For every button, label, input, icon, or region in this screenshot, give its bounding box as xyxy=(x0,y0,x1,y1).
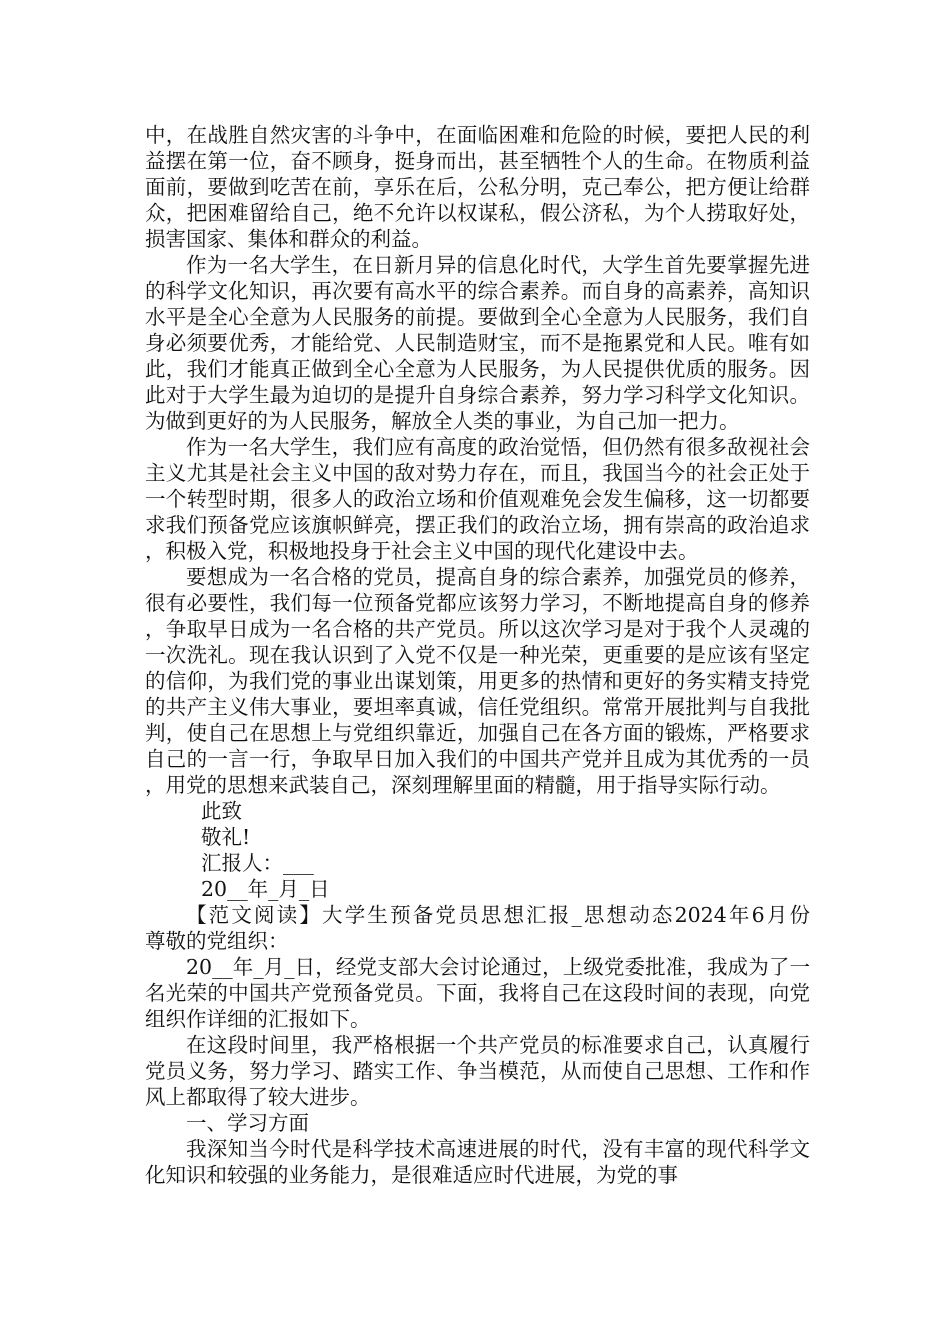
paragraph-1: 中，在战胜自然灾害的斗争中，在面临困难和危险的时候，要把人民的利益摆在第一位，奋不顾身，挺身而出，甚至牺牲个人的生命。在物质利益面前，要做到吃苦在前，享乐在后，公私分明，克己奉公，把方便让给群众，把困难留给自己，绝不允许以权谋私，假公济私，为个人捞取好处，损害国家、集体和群众的利益。 xyxy=(145,123,810,251)
document-body xyxy=(145,122,851,1188)
paragraph-4: 要想成为一名合格的党员，提高自身的综合素养，加强党员的修养，很有必要性，我们每一位预备党都应该努力学习，不断地提高自身的修养，争取早日成为一名合格的共产党员。所以这次学习是对于我个人灵魂的一次洗礼。现在我认识到了入党不仅是一种光荣，更重要的是应该有坚定的信仰，为我们党的事业出谋划策，用更多的热情和更好的务实精支持党的共产主义伟大事业，要坦率真诚，信任党组织。常常开展批判与自我批判，使自己在思想上与党组织靠近，加强自己在各方面的锻炼，严格要求自己的一言一行，争取早日加入我们的中国共产党并且成为其优秀的一员，用党的思想来武装自己，深刻理解里面的精髓，用于指导实际行动。 xyxy=(145,565,810,797)
paragraph-2: 作为一名大学生，在日新月异的信息化时代，大学生首先要掌握先进的科学文化知识，再次要有高水平的综合素养。而自身的高素养，高知识水平是全心全意为人民服务的前提。要做到全心全意为人民服务，我们自身必须要优秀，才能给党、人民制造财宝，而不是拖累党和人民。唯有如此，我们才能真正做到全心全意为人民服务，为人民提供优质的服务。因此对于大学生最为迫切的是提升自身综合素养，努力学习科学文化知识。为做到更好的为人民服务，解放全人类的事业，为自己加一把力。 xyxy=(145,253,810,433)
paragraph-3: 作为一名大学生，我们应有高度的政治觉悟，但仍然有很多敌视社会主义尤其是社会主义中国的敌对势力存在，而且，我国当今的社会正处于一个转型时期，很多人的政治立场和价值观难免会发生偏移，这一切都要求我们预备党应该旗帜鲜亮，摆正我们的政治立场，拥有崇高的政治追求，积极入党，积极地投身于社会主义中国的现代化建设中去。 xyxy=(145,435,810,563)
paragraph-7: 我深知当今时代是科学技术高速进展的时代，没有丰富的现代科学文化知识和较强的业务能力，是很难适应时代进展，为党的事 xyxy=(145,1137,810,1187)
closing-regards: 敬礼! xyxy=(201,825,251,849)
closing-salutation: 此致 xyxy=(201,799,242,823)
date-line: 20__年_月_日 xyxy=(201,877,330,901)
section-intro: 【范文阅读】大学生预备党员思想汇报_思想动态2024年6月份 尊敬的党组织： xyxy=(145,903,851,953)
reporter-line: 汇报人：___ xyxy=(201,851,314,875)
section-heading-study: 一、学习方面 xyxy=(186,1111,309,1135)
paragraph-5: 20__年_月_日，经党支部大会讨论通过，上级党委批准，我成为了一名光荣的中国共产党预备党员。下面，我将自己在这段时间的表现，向党组织作详细的汇报如下。 xyxy=(145,955,810,1031)
paragraph-6: 在这段时间里，我严格根据一个共产党员的标准要求自己，认真履行党员义务，努力学习、踏实工作、争当模范，从而使自己思想、工作和作风上都取得了较大进步。 xyxy=(145,1033,810,1109)
